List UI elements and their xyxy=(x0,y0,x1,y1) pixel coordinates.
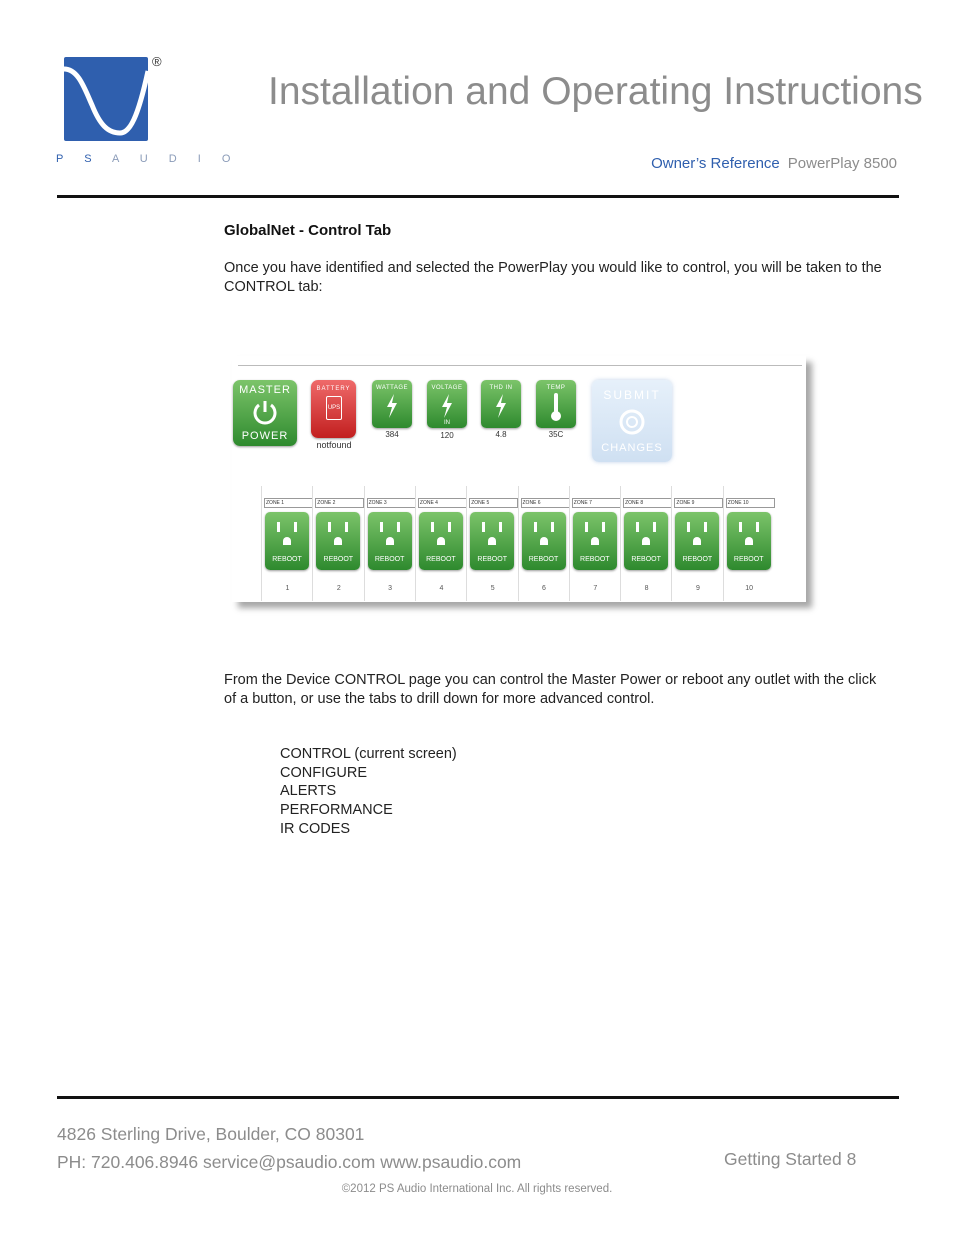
zone-column xyxy=(518,486,570,601)
voltage-label: VOLTAGE xyxy=(431,385,463,391)
zone-column xyxy=(671,486,723,601)
submit-changes-button[interactable] xyxy=(592,380,672,462)
voltage-sub-label: IN xyxy=(444,420,450,426)
thd-label: THD IN xyxy=(489,385,513,391)
battery-label: BATTERY xyxy=(316,386,351,392)
wattage-label: WATTAGE xyxy=(375,385,409,391)
document-title: Installation and Operating Instructions xyxy=(268,70,923,113)
zone-reboot-button[interactable] xyxy=(419,512,463,570)
zone-label: ZONE 5 xyxy=(469,498,518,508)
zone-label: ZONE 2 xyxy=(315,498,364,508)
temp-label: TEMP xyxy=(546,385,566,391)
reboot-label: REBOOT xyxy=(374,556,405,563)
voltage-meter xyxy=(427,380,467,428)
zone-number: 6 xyxy=(542,585,546,592)
zone-column xyxy=(261,486,313,601)
tab-list xyxy=(280,745,457,839)
description-paragraph: From the Device CONTROL page you can control the Master Power or reboot any outlet with the click of a button, or use the tabs to drill down for more advanced control. xyxy=(224,672,877,707)
zone-reboot-button[interactable] xyxy=(675,512,719,570)
zone-reboot-button[interactable] xyxy=(470,512,514,570)
header-subtitle xyxy=(651,155,897,172)
footer-contact: PH: 720.406.8946 service@psaudio.com www.psaudio.com xyxy=(57,1152,522,1172)
voltage-value: 120 xyxy=(440,431,454,440)
tab-list-item-configure: CONFIGURE xyxy=(280,764,367,781)
zone-reboot-button[interactable] xyxy=(727,512,771,570)
zone-number: 5 xyxy=(490,585,495,592)
tab-list-item-alerts: ALERTS xyxy=(280,783,337,800)
lightning-icon xyxy=(440,394,454,418)
thd-value: 4.8 xyxy=(495,430,507,439)
zone-label: ZONE 6 xyxy=(521,498,570,508)
zone-number: 8 xyxy=(644,585,649,592)
reboot-label: REBOOT xyxy=(528,556,559,563)
zone-reboot-button[interactable] xyxy=(573,512,617,570)
wattage-value: 384 xyxy=(385,430,399,439)
zone-reboot-button[interactable] xyxy=(522,512,566,570)
master-label: MASTER xyxy=(239,384,291,396)
intro-paragraph: Once you have identified and selected the PowerPlay you would like to control, you will be taken to the CONTROL tab: xyxy=(224,260,882,295)
power-label: POWER xyxy=(241,430,289,442)
zone-label: ZONE 3 xyxy=(367,498,416,508)
zone-number: 9 xyxy=(695,585,700,592)
zone-label: ZONE 4 xyxy=(418,498,467,508)
battery-status-tile xyxy=(311,380,356,438)
zone-reboot-button[interactable] xyxy=(316,512,360,570)
temp-value: 35C xyxy=(548,430,564,439)
changes-label: CHANGES xyxy=(601,442,663,454)
footer-address: 4826 Sterling Drive, Boulder, CO 80301 xyxy=(57,1124,365,1144)
zone-number: 3 xyxy=(388,585,393,592)
logo-wordmark xyxy=(56,153,239,165)
page-label: Getting Started 8 xyxy=(724,1149,857,1169)
reboot-label: REBOOT xyxy=(323,556,354,563)
wattage-meter xyxy=(372,380,412,428)
temp-meter xyxy=(536,380,576,428)
submit-icon xyxy=(618,408,646,436)
screenshot-divider xyxy=(238,365,802,366)
reboot-label: REBOOT xyxy=(733,556,764,563)
reboot-label: REBOOT xyxy=(477,556,507,563)
power-icon xyxy=(251,398,279,426)
zone-column xyxy=(364,486,416,601)
lightning-icon xyxy=(494,394,508,418)
ups-badge: UPS xyxy=(327,405,341,411)
registered-mark: ® xyxy=(152,54,162,69)
zone-column xyxy=(312,486,364,601)
zone-column xyxy=(723,486,775,601)
reboot-label: REBOOT xyxy=(272,556,302,563)
zone-label: ZONE 10 xyxy=(726,498,775,508)
master-power-button[interactable] xyxy=(233,380,297,446)
tab-list-item-performance: PERFORMANCE xyxy=(280,802,393,819)
reboot-label: REBOOT xyxy=(580,556,610,563)
battery-icon xyxy=(326,396,342,420)
lightning-icon xyxy=(385,394,399,418)
header-rule xyxy=(57,195,899,198)
product-name: PowerPlay 8500 xyxy=(787,155,897,172)
reboot-label: REBOOT xyxy=(682,556,713,563)
logo-wordmark-ps: P S xyxy=(56,153,101,165)
reboot-label: REBOOT xyxy=(426,556,456,563)
zone-column xyxy=(569,486,621,601)
zone-label: ZONE 1 xyxy=(264,498,313,508)
zone-column xyxy=(415,486,467,601)
section-title: GlobalNet - Control Tab xyxy=(224,222,392,239)
zone-label: ZONE 7 xyxy=(572,498,621,508)
control-tab-screenshot xyxy=(232,356,806,602)
logo-wordmark-audio: A U D I O xyxy=(111,153,240,165)
thermometer-icon xyxy=(550,392,562,422)
zone-column xyxy=(466,486,518,601)
zone-reboot-button[interactable] xyxy=(368,512,412,570)
wave-logo-icon xyxy=(64,57,148,141)
reboot-label: REBOOT xyxy=(631,556,661,563)
zone-label: ZONE 8 xyxy=(623,498,672,508)
battery-value: notfound xyxy=(316,440,352,450)
zone-number: 10 xyxy=(745,585,754,592)
zone-number: 4 xyxy=(439,585,444,592)
zone-label: ZONE 9 xyxy=(674,498,723,508)
submit-label: SUBMIT xyxy=(603,388,661,402)
zone-number: 2 xyxy=(336,585,341,592)
zone-column xyxy=(620,486,672,601)
tab-list-item-ir-codes: IR CODES xyxy=(280,820,351,837)
zone-number: 7 xyxy=(593,585,598,592)
ps-audio-logo xyxy=(64,57,148,141)
copyright: ©2012 PS Audio International Inc. All rights reserved. xyxy=(341,1183,613,1195)
zone-reboot-button[interactable] xyxy=(265,512,309,570)
tab-list-item-control: CONTROL (current screen) xyxy=(280,746,457,762)
thd-meter xyxy=(481,380,521,428)
owners-reference-label: Owner’s Reference xyxy=(651,155,780,172)
zone-reboot-button[interactable] xyxy=(624,512,668,570)
footer-rule xyxy=(57,1096,899,1099)
zone-number: 1 xyxy=(285,585,290,592)
